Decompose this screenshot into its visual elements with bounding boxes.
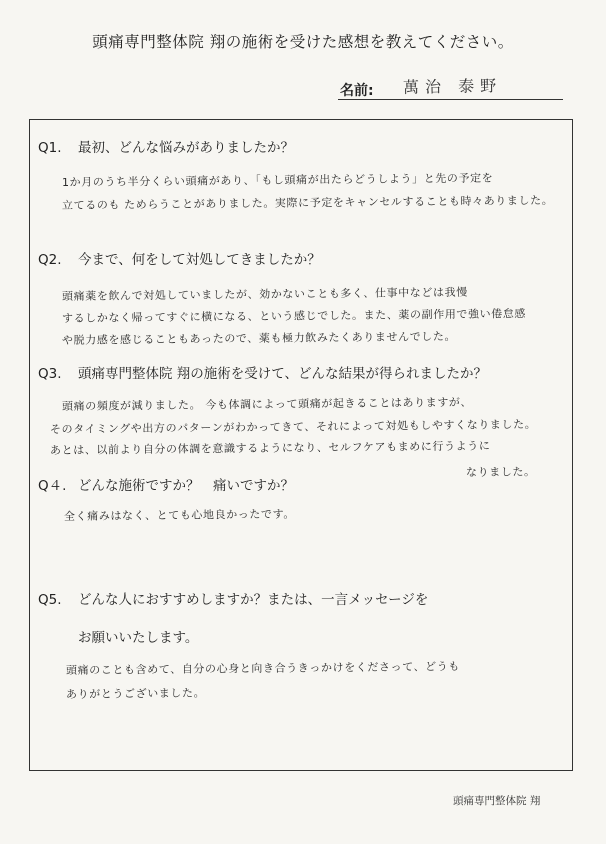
answer-3-line-3: あとは、以前より自分の体調を意識するようになり、セルフケアもまめに行うように <box>49 439 491 457</box>
question-4 <box>38 474 294 494</box>
question-text: どんな施術ですか？ 痛いですか？ <box>78 478 294 494</box>
answer-5-line-2: ありがとうございました。 <box>65 686 206 701</box>
answer-1-line-2: 立てるのも ためらうことがありました。実際に予定をキャンセルすることも時々ありました。 <box>61 193 554 212</box>
name-value: 萬治 泰野 <box>402 76 503 97</box>
question-2 <box>38 248 321 268</box>
question-number: Q2. <box>38 252 62 268</box>
question-text: 今まで、何をして対処してきましたか？ <box>78 252 321 268</box>
answer-4-line-1: 全く痛みはなく、とても心地良かったです。 <box>63 507 295 523</box>
question-5 <box>38 588 428 608</box>
question-number: Q４. <box>38 478 67 494</box>
name-field <box>338 74 563 100</box>
answer-5-line-1: 頭痛のことも含めて、自分の心身と向き合うきっかけをくださって、どうも <box>65 659 461 677</box>
question-5-continued: お願いいたします。 <box>78 630 199 646</box>
answer-2-line-1: 頭痛薬を飲んで対処していましたが、効かないことも多く、仕事中などは我慢 <box>61 285 468 303</box>
question-text: どんな人におすすめしますか？または、一言メッセージを <box>78 592 429 608</box>
answer-2-line-2: するしかなく帰ってすぐに横になる、という感じでした。また、薬の副作用で強い倦怠感 <box>61 307 527 325</box>
question-number: Q1. <box>38 140 62 156</box>
question-text: 最初、どんな悩みがありましたか？ <box>78 140 294 156</box>
answer-2-line-3: や脱力感を感じることもあったので、薬も極力飲みたくありませんでした。 <box>61 329 457 347</box>
answer-3-line-4: なりました。 <box>465 465 536 479</box>
question-number: Q3. <box>38 366 62 382</box>
answer-3-line-2: そのタイミングや出方のパターンがわかってきて、それによって対処もしやすくなりました。 <box>49 417 537 436</box>
name-underline <box>338 99 563 100</box>
form-title: 頭痛専門整体院 翔の施術を受けた感想を教えてください。 <box>92 33 514 51</box>
answer-3-line-1: 頭痛の頻度が減りました。 今も体調によって頭痛が起きることはありますが、 <box>61 395 473 413</box>
answer-1-line-1: 1か月のうち半分くらい頭痛があり、「もし頭痛が出たらどうしよう」と先の予定を <box>61 171 494 189</box>
footer-clinic-name: 頭痛専門整体院 翔 <box>453 795 541 807</box>
question-3 <box>38 362 487 382</box>
question-text: 頭痛専門整体院 翔の施術を受けて、どんな結果が得られましたか？ <box>78 366 488 382</box>
name-label: 名前: <box>340 83 374 99</box>
question-1 <box>38 136 294 156</box>
question-number: Q5. <box>38 592 62 608</box>
